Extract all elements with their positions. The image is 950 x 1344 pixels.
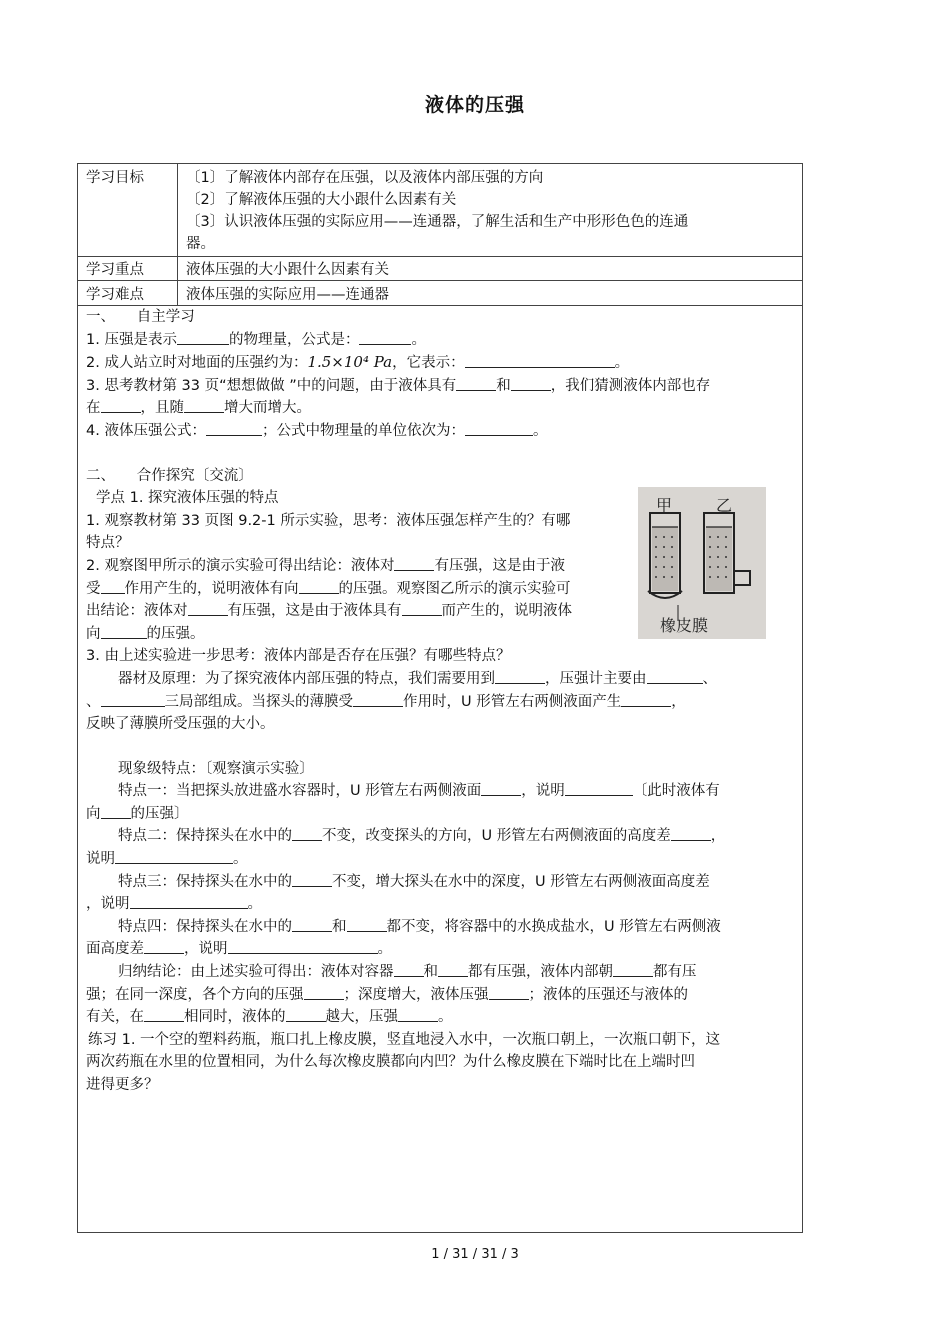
goals-row — [78, 164, 802, 257]
page-title: 液体的压强 — [424, 94, 525, 116]
conclusion-cont: 强；在同一深度，各个方向的压强 ；深度增大，液体压强 ；液体的压强还与液体的 — [86, 986, 688, 1003]
feature-3: 特点三：保持探头在水中的 不变，增大探头在水中的深度，U 形管左右两侧液面高度差 — [118, 873, 710, 890]
paragraph-1: 1. 观察教材第 33 页图 9.2-1 所示实验，思考：液体压强怎样产生的？有哪 — [86, 512, 571, 529]
materials-line: 反映了薄膜所受压强的大小。 — [86, 716, 275, 733]
paragraph-2-cont: 向 的压强。 — [86, 625, 205, 642]
question-1: 1. 压强是表示 的物理量，公式是： 。 — [86, 331, 426, 348]
section-heading: 一、 自主学习 — [86, 309, 195, 325]
figure-label-b: 乙 — [716, 496, 733, 515]
conclusion: 归纳结论：由上述实验可得出：液体对容器 和 都有压强，液体内部朝 都有压 — [118, 964, 697, 981]
goal-item: 〔3〕认识液体压强的实际应用——连通器，了解生活和生产中形形色色的连通 — [186, 214, 689, 230]
paragraph-1-cont: 特点？ — [86, 535, 130, 552]
difficulty-text: 液体压强的实际应用——连通器 — [186, 287, 389, 303]
worksheet-table — [77, 163, 803, 1233]
feature-3-cont: ，说明 。 — [86, 896, 262, 913]
feature-2-cont: 说明 。 — [86, 851, 248, 868]
paragraph-2-cont: 受 作用产生的，说明液体有向 的压强。观察图乙所示的演示实验可 — [86, 580, 571, 597]
paragraph-3: 3. 由上述实验进一步思考：液体内部是否存在压强？有哪些特点？ — [86, 648, 511, 665]
feature-2: 特点二：保持探头在水中的 不变，改变探头的方向，U 形管左右两侧液面的高度差 ， — [118, 828, 726, 845]
subsection-heading: 学点 1. 探究液体压强的特点 — [96, 490, 279, 507]
materials-line: 、 三局部组成。当探头的薄膜受 作用时，U 形管左右两侧液面产生 ， — [86, 693, 686, 710]
section-heading: 二、 合作探究〔交流〕 — [86, 467, 253, 484]
goals-label: 学习目标 — [78, 164, 178, 256]
goal-item: 器。 — [186, 236, 215, 252]
difficulty-label: 学习难点 — [78, 281, 178, 305]
paragraph-2: 2. 观察图甲所示的演示实验可得出结论：液体对 有压强，这是由于液 — [86, 557, 565, 574]
figure-label-membrane: 橡皮膜 — [660, 616, 709, 635]
goal-item: 〔2〕了解液体压强的大小跟什么因素有关 — [186, 192, 457, 208]
question-3-cont: 在 ，且随 增大而增大。 — [86, 400, 311, 417]
feature-4: 特点四：保持探头在水中的 和 都不变，将容器中的水换成盐水，U 形管左右两侧液 — [118, 918, 721, 935]
u-tube-figure — [638, 487, 766, 639]
pressure-formula: 1.5×10⁴ Pa — [307, 353, 393, 372]
conclusion-cont: 有关，在 相同时，液体的 越大，压强 。 — [86, 1009, 453, 1026]
paragraph-2-cont: 出结论：液体对 有压强，这是由于液体具有 而产生的，说明液体 — [86, 603, 572, 620]
focus-text: 液体压强的大小跟什么因素有关 — [186, 262, 389, 278]
difficulty-row — [78, 281, 802, 306]
focus-row — [78, 256, 802, 281]
question-3: 3. 思考教材第 33 页“想想做做 ”中的问题，由于液体具有 和 ，我们猜测液体内部也存 — [86, 377, 711, 394]
figure-label-a: 甲 — [656, 496, 673, 515]
goals-list — [186, 167, 772, 255]
materials-line: 器材及原理：为了探究液体内部压强的特点，我们需要用到 ，压强计主要由 、 — [118, 670, 717, 687]
question-2: 2. 成人站立时对地面的压强约为：1.5×10⁴ Pa，它表示： 。 — [86, 353, 630, 372]
exercise-1-cont: 进得更多？ — [86, 1077, 159, 1093]
goal-item: 〔1〕了解液体内部存在压强，以及液体内部压强的方向 — [186, 170, 544, 186]
exercise-1: 练习 1. 一个空的塑料药瓶，瓶口扎上橡皮膜，竖直地浸入水中，一次瓶口朝上，一次瓶口朝下，这 — [88, 1031, 721, 1048]
worksheet-body — [86, 306, 796, 1097]
question-4: 4. 液体压强公式： ；公式中物理量的单位依次为： 。 — [86, 422, 548, 439]
feature-4-cont: 面高度差 ，说明 。 — [86, 941, 392, 958]
u-tube-diagram — [638, 487, 766, 639]
feature-1: 特点一：当把探头放进盛水容器时，U 形管左右两侧液面 ，说明 〔此时液体有 — [118, 783, 720, 800]
page-footer: 1 / 31 / 31 / 3 — [431, 1247, 519, 1262]
exercise-1-cont: 两次药瓶在水里的位置相同，为什么每次橡皮膜都向内凹？为什么橡皮膜在下端时比在上端时凹 — [86, 1054, 695, 1071]
feature-1-cont: 向 的压强〕 — [86, 805, 189, 822]
focus-label: 学习重点 — [78, 256, 178, 280]
observation-heading: 现象级特点：〔观察演示实验〕 — [118, 760, 314, 777]
